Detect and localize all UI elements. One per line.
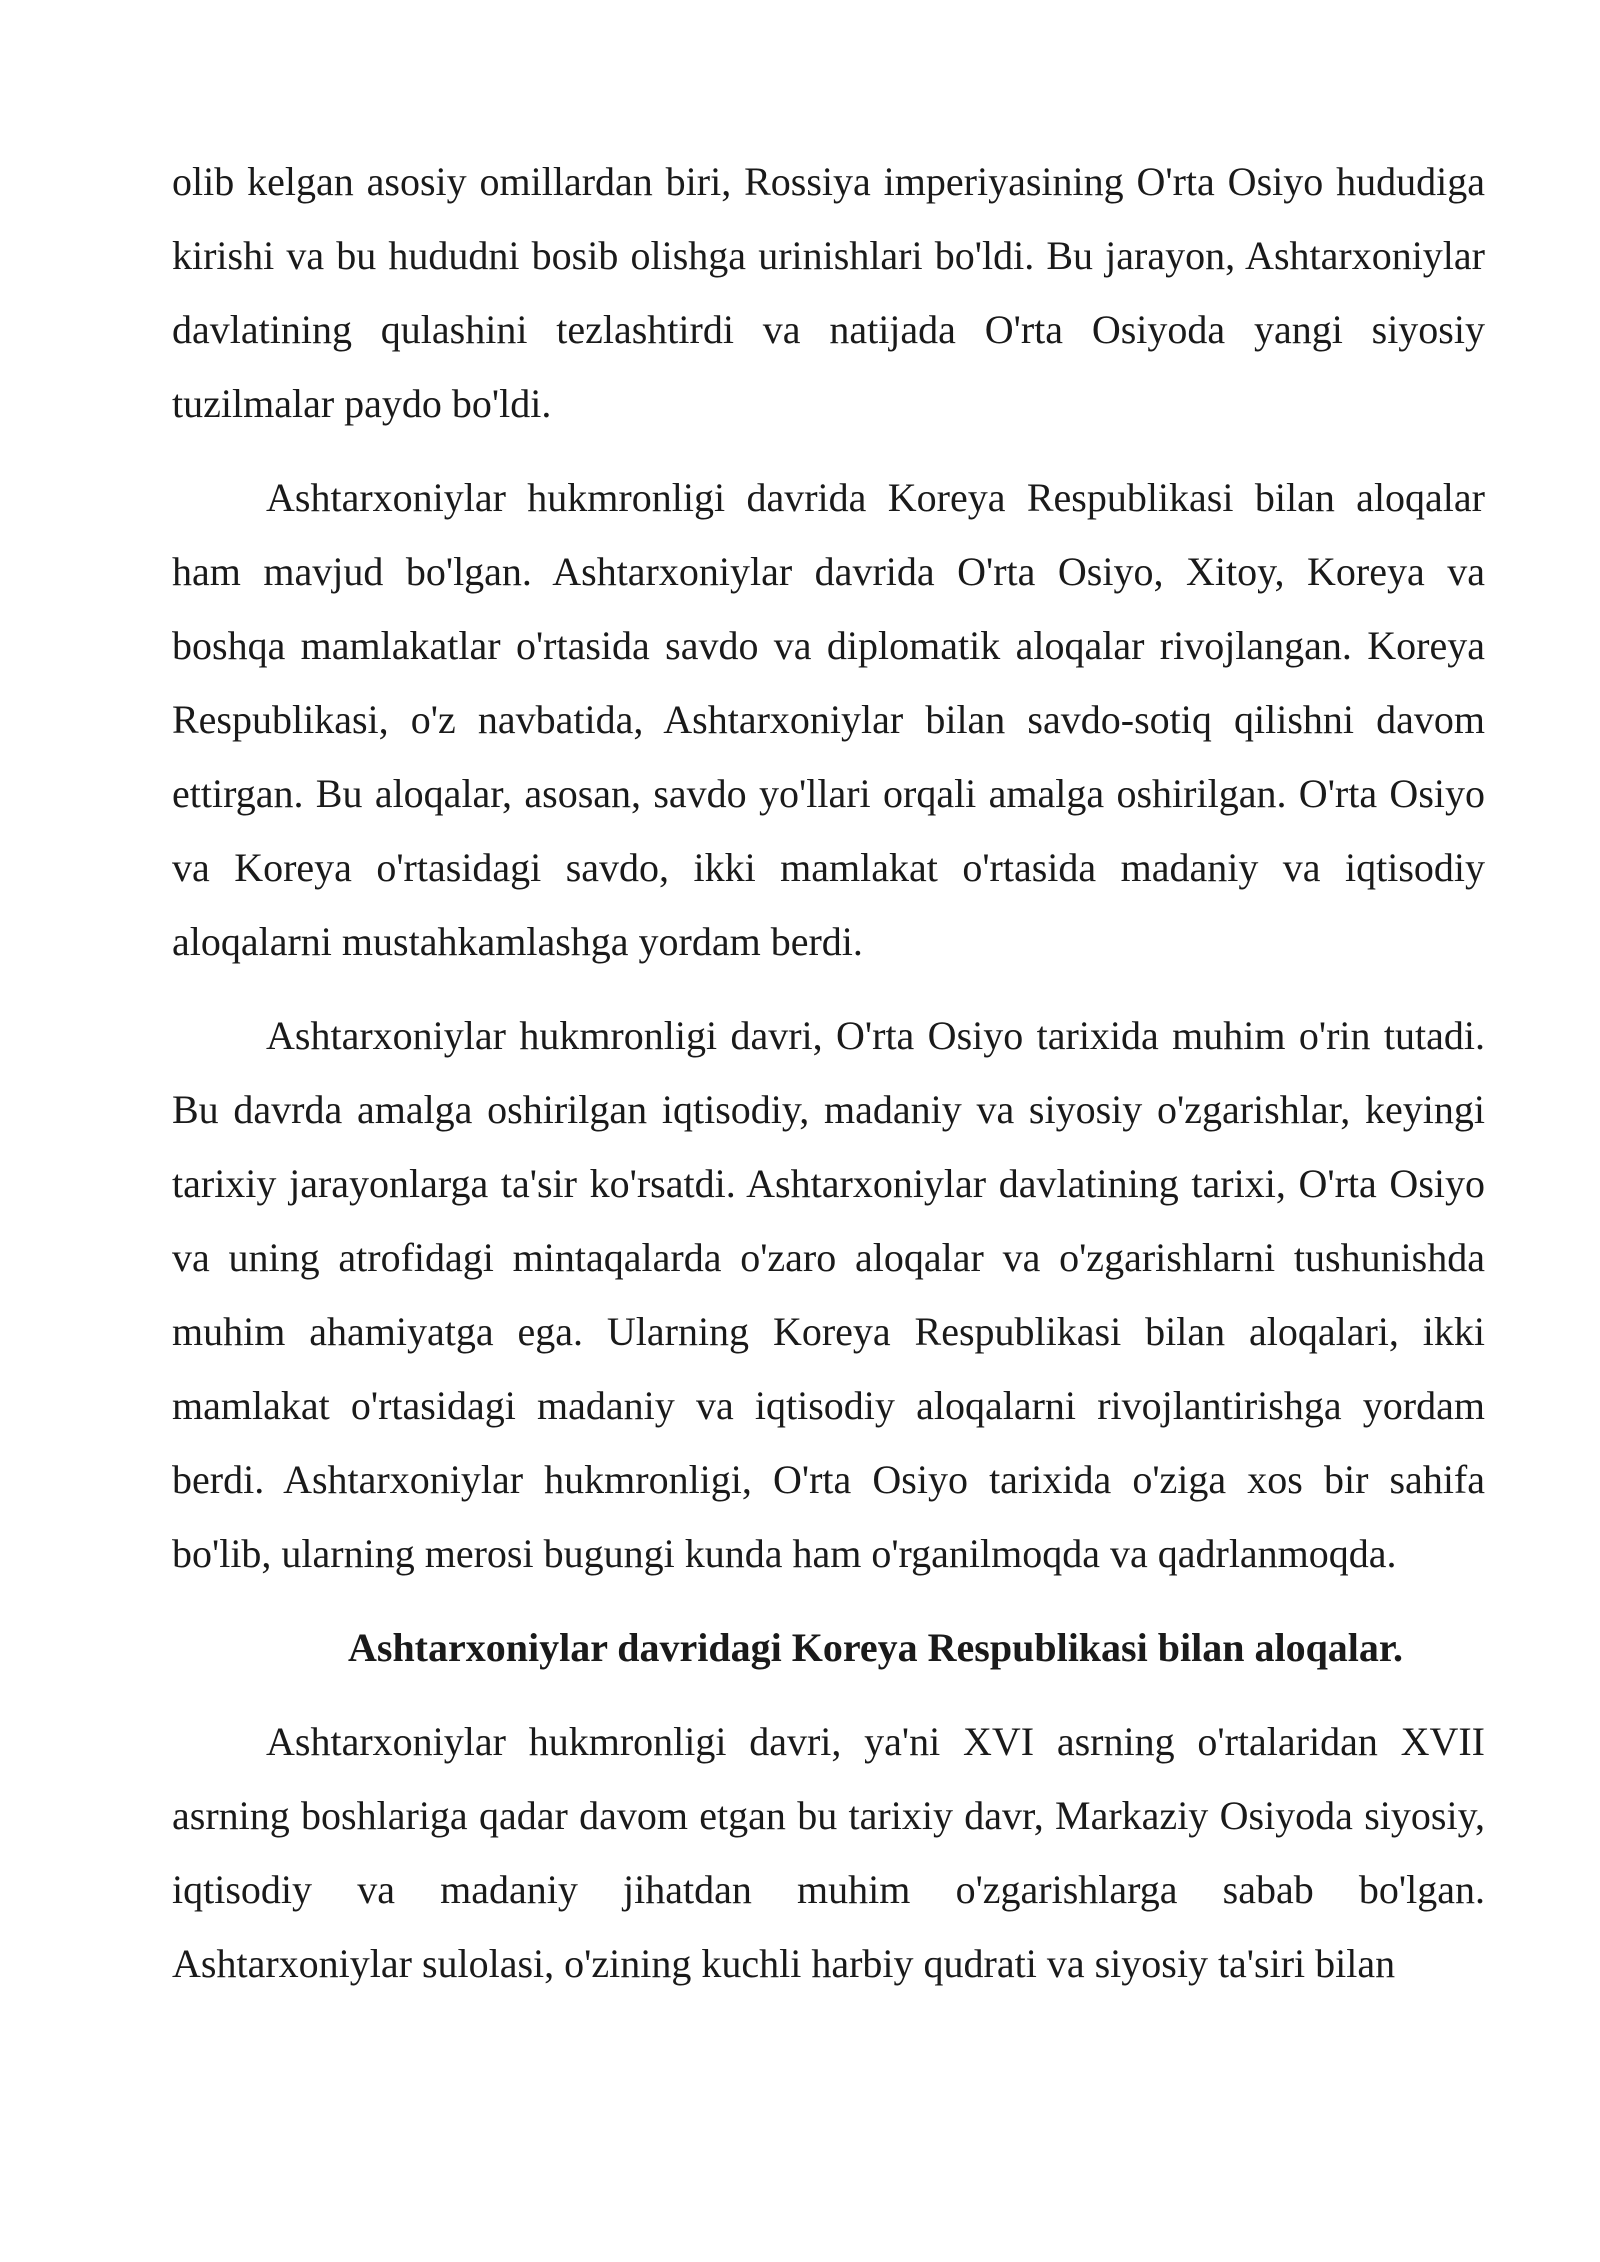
paragraph-section-intro: Ashtarxoniylar hukmronligi davri, ya'ni XVI asrning o'rtalaridan XVII asrning boshlariga qadar davom etgan bu tarixiy davr, Markaziy Osiyoda siyosiy, iqtisodiy va madaniy jihatdan muhim o'zgarishlarga sabab bo'lgan. Ashtarxoniylar sulolasi, o'zining kuchli harbiy qudrati va siyosiy ta'siri bilan — [172, 1719, 1485, 1986]
paragraph-continuation: olib kelgan asosiy omillardan biri, Rossiya imperiyasining O'rta Osiyo hududiga kirishi va bu hududni bosib olishga urinishlari bo'ldi. Bu jarayon, Ashtarxoniylar davlatining qulashini tezlashtirdi va natijada O'rta Osiyoda yangi siyosiy tuzilmalar paydo bo'ldi. — [172, 159, 1485, 426]
section-heading: Ashtarxoniylar davridagi Koreya Respublikasi bilan aloqalar. — [347, 1625, 1404, 1670]
paragraph-period-significance: Ashtarxoniylar hukmronligi davri, O'rta Osiyo tarixida muhim o'rin tutadi. Bu davrda amalga oshirilgan iqtisodiy, madaniy va siyosiy o'zgarishlar, keyingi tarixiy jarayonlarga ta'sir ko'rsatdi. Ashtarxoniylar davlatining tarixi, O'rta Osiyo va uning atrofidagi mintaqalarda o'zaro aloqalar va o'zgarishlarni tushunishda muhim ahamiyatga ega. Ularning Koreya Respublikasi bilan aloqalari, ikki mamlakat o'rtasidagi madaniy va iqtisodiy aloqalarni rivojlantirishga yordam berdi. Ashtarxoniylar hukmronligi, O'rta Osiyo tarixida o'ziga xos bir sahifa bo'lib, ularning merosi bugungi kunda ham o'rganilmoqda va qadrlanmoqda. — [172, 1013, 1485, 1576]
paragraph-korea-relations: Ashtarxoniylar hukmronligi davrida Koreya Respublikasi bilan aloqalar ham mavjud bo'lgan. Ashtarxoniylar davrida O'rta Osiyo, Xitoy, Koreya va boshqa mamlakatlar o'rtasida savdo va diplomatik aloqalar rivojlangan. Koreya Respublikasi, o'z navbatida, Ashtarxoniylar bilan savdo-sotiq qilishni davom ettirgan. Bu aloqalar, asosan, savdo yo'llari orqali amalga oshirilgan. O'rta Osiyo va Koreya o'rtasidagi savdo, ikki mamlakat o'rtasida madaniy va iqtisodiy aloqalarni mustahkamlashga yordam berdi. — [172, 475, 1485, 964]
document-page — [172, 145, 1485, 2021]
